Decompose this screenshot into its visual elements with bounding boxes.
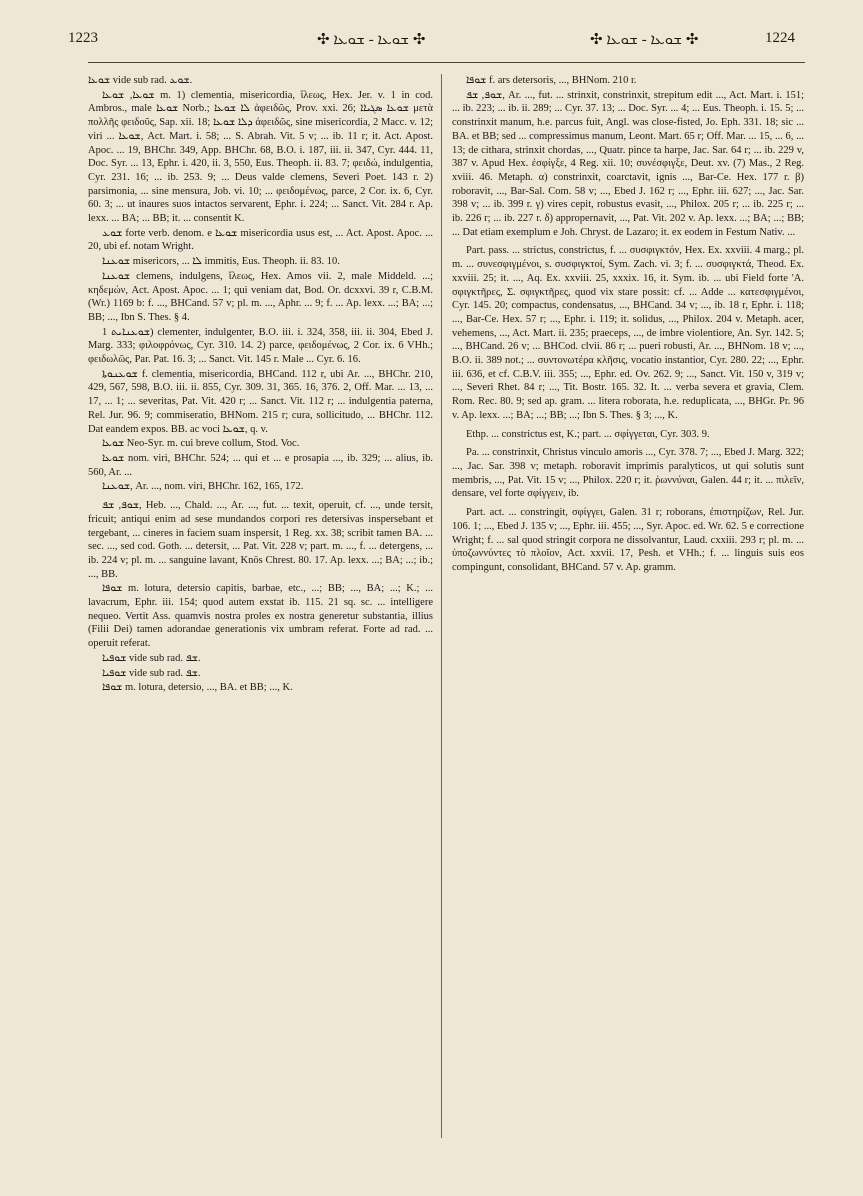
entry: ܫܘܦ, ܫܦ, Ar. ..., fut. ... strinxit, constrinxit, strepitum edit ..., Act. Mart. i. 151; ... ib. 223; ... ib. ii. 289; ... Cyr. 37. 13; ... Doc. Syr. ... 4; ... Eus. Theoph. i. 15. 5; ... constrinxit manum, h.e. parcus fuit, Angl. was close-fisted, Jo. Eph. 331. 18; sic ... BA. et BB; sed ... compressimus manum, Leont. Mart. 65 r; Off. Mar. ... 15, ... 6, ... 13; de cithara, strinxit chordas, ..., Quatr. pince ta harpe, Jac. Sar. 64 r; ... ib. 229 v, 387 v. Apud Hex. ἐσφίγξε, 4 Reg. xii. 10; συνέσφιγξε, Deut. xv. (7) Mas., 2 Reg. xviii. 46. Metaph. α) constrinxit, coarctavit, ignis ..., Bar-Ce. Hex. 177 r. β) roboravit, ..., Bar-Sal. Com. 58 v; ..., Ebed J. 162 r; ..., Ephr. iii. 627; ..., Jac. Sar. 398 v; ... ib. 399 r. γ) vires cepit, robustus evasit, ..., Philox. 205 r; ... ib. 225 r; ... ib. 226 r; ... ib. 227 r. δ) appropernavit, ..., Pat. Vit. 202 v. Ap. lexx. ...; BA; ...; BB; ... Dat etiam exemplum e Joh. Chryst. de Lazaro; it. ex eodem in Festum Nativ. ... <box>452 89 804 238</box>
header-rule <box>88 62 805 63</box>
entry: ܫܘܦܝܐ vide sub rad. ܫܦ. <box>102 652 201 664</box>
entry: ܫܘܥܐ nom. viri, BHChr. 524; ... qui et ... e prosapia ..., ib. 329; ... alius, ib. 560, Ar. ... <box>88 452 433 478</box>
column-divider <box>441 74 442 1138</box>
right-column <box>452 74 804 1156</box>
entry: ܫܘܥ forte verb. denom. e ܫܘܥܐ misericordia usus est, ... Act. Apost. Apoc. ... 20, ubi ef. notam Wright. <box>88 227 433 253</box>
left-column <box>88 74 433 1156</box>
right-page-number: 1224 <box>765 30 795 46</box>
entry: ܫܘܥܐ vide sub rad. ܫܘܥ. <box>88 75 193 86</box>
entry: Part. act. ... constringit, σφίγγει, Galen. 31 r; roborans, ἐπιστηρίζων, Rel. Jur. 106. 1; ..., Ebed J. 135 v; ..., Ephr. iii. 455; ..., Syr. Apoc. ed. Wr. 62. 5 e correctione Wright; f. ... sal quod stringit corpora ne dissolvantur, Laud. cxxiii. 293 r; pl. m. ... ὑποζωννύντες τὸ πλοῖον, Act. xxvii. 17, Pesh. et VHh.; f. ... linguis suis eos compingunt, consolidant, BHCand. 57 v. Ap. gramm. <box>452 507 804 573</box>
entry: ܫܘܥܐ Neo-Syr. m. cui breve collum, Stod. Voc. <box>102 438 300 450</box>
entry: ܫܘܥܢܐܝܬ 1) clementer, indulgenter, B.O. iii. i. 324, 358, iii. ii. 304, Ebed J. Marg. 333; φιλοφρόνως, Cyr. 310. 14. 2) parce, φειδομένως, 2 Cor. ix. 6 VHh.; φειδωλῶς, Par. Pat. 16. 3; ... Sanct. Vit. 145 r. Male ... Cyr. 6. 16. <box>88 326 433 366</box>
entry: ܫܘܥܢܐ, Ar. ..., nom. viri, BHChr. 162, 165, 172. <box>102 481 304 493</box>
entry: ܫܘܥܢܘܬܐ f. clementia, misericordia, BHCand. 112 r, ubi Ar. ..., BHChr. 210, 429, 567, 598, B.O. iii. ii. 855, Cyr. 309. 31, 365. 16, 376. 2, Off. Mar. ... 13, ... 17, ... 1; ... severitas, Pat. Vit. 420 r; ... Sanct. Vit. 112 r; ... indulgentia paterna, Rel. Jur. 96. 9; commiseratio, BHNom. 215 r; cura, sollicitudo, ... BHChr. 112. Dat eandem expos. BB. ac voci ܫܘܥܐ, q. v. <box>88 368 433 435</box>
entry: Ethp. ... constrictus est, K.; part. ... σφίγγεται, Cyr. 303. 9. <box>466 428 710 440</box>
entry: Pa. ... constrinxit, Christus vinculo amoris ..., Cyr. 378. 7; ..., Ebed J. Marg. 322; ..., Jac. Sar. 398 v; metaph. roboravit imprimis paralyticos, ut qui solutis sunt membris, ..., Pat. Vit. 15 v; ..., Philox. 220 r; it. ῥωννύναι, Galen. 44 r; it. ... πιλεῖν, densare, vel forte σφίγγειν, ib. <box>452 447 804 500</box>
entry: ܫܘܦܐ m. lotura, detersio, ..., BA. et BB; ..., K. <box>102 682 293 694</box>
entry: Part. pass. ... strictus, constrictus, f. ... συσφιγκτόν, Hex. Ex. xxviii. 4 marg.; pl. m. ... συνεσφιγμένοι, s. συσφιγκτοί, Sym. Zach. vi. 3; f. ... συσφιγκτά, Theod. Ex. xxviii. 25; it. ..., Aq. Ex. xxviii. 25, xxxix. 16, it. Sym. ib. ... ubi Field forte 'A. σφιγκτῆρες, Σ. σφιγκτῆρες, quod vix stare possit: cf. ... Adde ... κατεσφιγμένοι, Cyr. 145. 20; compactus, condensatus, ..., BHCand. 34 v; ..., ib. 18 r, Ephr. i. 118; ..., Bar-Ce. Hex. 57 r; ..., Ephr. i. 119; it. solidus, ..., Philox. 204 v. Metaph. acer, vehemens, ..., Act. Mart. ii. 235; praeceps, ..., de imbre violentiore, An. Syr. 142. 5; ..., BHCand. 26 v; ... BHCod. clvii. 86 r; ... pueri robusti, Ar. ..., BHNom. 18 v; ..., B.O. ii. 389 not.; ... συντονωτέρα κλῆσις, vocatio instantior, Cyr. 280. 22; ..., Ephr. iii. 636, et cf. C.B.V. iii. 355; ..., Ephr. ed. Ov. 262. 9; ..., Sanct. Vit. 150 v, 319 v; ..., Severi Rhet. 84 r; ..., Tit. Bostr. 165. 32. It. ... verba severa et gravia, Clem. Rom. Rec. 80. 9; sed ap. gram. ... litera roborata, h.e. reduplicata, ..., BHGr. Pr. 96 v. Ap. lexx. ...; BA; ...; BB; ...; Ibn S. Thes. § 3; ..., K. <box>452 245 804 421</box>
left-running-title: ✣ ܫܘܥܐ - ܫܘܥܐ ✣ <box>317 32 426 48</box>
page-header <box>62 30 801 54</box>
entry: ܫܘܥܢܐ clemens, indulgens, ἵλεως, Hex. Amos vii. 2, male Middeld. ...; κηδεμών, Act. Apost. Apoc. ... 1; qui veniam dat, Bod. Or. dcxxvi. 39 r, C.B.M. (Wr.) 1169 b: f. ..., BHCand. 57 v; pl. m. ..., Aphr. ... 9; f. ... Ap. lexx. ...; BA; ...; BB; ..., Ibn S. Thes. § 4. <box>88 270 433 323</box>
left-page-number: 1223 <box>68 30 98 46</box>
entry: ܫܘܥܢܐ misericors, ... ܠܐ immitis, Eus. Theoph. ii. 83. 10. <box>102 256 340 268</box>
entry: ܫܘܦܐ m. lotura, detersio capitis, barbae, etc., ...; BB; ..., BA; ...; K.; ... lavacrum, Ephr. iii. 154; quod autem exstat ib. 115. 21 sq. sc. ... intelligere nequeo. Vertit Ass. quamvis nostra proles ex nostra generetur substantia, illius (Filii Dei) tamen adorandae generationis vix umbram referat. Forte ad rad. ... operuit referat. <box>88 583 433 650</box>
entry: ܫܘܦܝܐ vide sub rad. ܫܦ. <box>102 667 201 679</box>
entry: ܫܘܦܐ f. ars detersoris, ..., BHNom. 210 r. <box>466 75 637 86</box>
entry: ܫܘܦ, ܫܦ, Heb. ..., Chald. ..., Ar. ..., fut. ... texit, operuit, cf. ..., unde tersit, fricuit; antiqui enim ad sese mundandos corpori res detersivas inspersebant et tergebant, ... cineres in faciem suam inspersit, 1 Reg. xx. 38; scribit tamen BA. ... sec. ..., sed cod. Goth. ... detersit, ... Pat. Vit. 228 v; part. m. ..., f. ... detergens, ... ib. 224 v; pl. m. ... sanguine lavant, Knös Chrest. 80. 17. Ap. lexx. ...; BA; ...; ib.; ..., BB. <box>88 500 433 580</box>
entry: ܫܘܥܐ, ܫܘܥܐ m. 1) clementia, misericordia, ἵλεως, Hex. Jer. v. 1 in cod. Ambros., male ܫܘܥܐ Norb.; ܠܐ ܫܘܥܐ ἀφειδῶς, Prov. xxi. 26; ܫܘܥܐ ܣܓܝܐܐ μετὰ πολλῆς φειδοῦς, Sap. xii. 18; ܕܠܐ ܫܘܥܐ ἀφειδῶς, sine misericordia, 2 Macc. v. 12; viri ... ܫܘܥܐ, Act. Mart. i. 58; ... S. Abrah. Vit. 5 v; ... ib. 11 r; it. Act. Apost. Apoc. ... 19, BHChr. 349, App. BHChr. 68, B.O. i. 187, iii. ii. 347, Cyr. 444. 11, Doc. Syr. ... 13, Ephr. i. 420, ii. 3, 550, Eus. Theoph. ii. 83. 7; φειδώ, indulgentia, Cyr. 231. 16; ... ib. 253. 9; ... Deus valde clemens, Severi Poet. 143 r. 2) parsimonia, ... sine mensura, Job. vi. 10; ... φειδομένως, parce, 2 Cor. ix. 6, Cyr. 60. 3; ... ut inaures suos intactos servarent, Ephr. i. 224; ... Sanct. Vit. 284 r. Ap. lexx. ... BA; ... BB; it. ... consentit K. <box>88 89 433 225</box>
right-running-title: ✣ ܫܘܥܐ - ܫܘܥܐ ✣ <box>590 32 699 48</box>
